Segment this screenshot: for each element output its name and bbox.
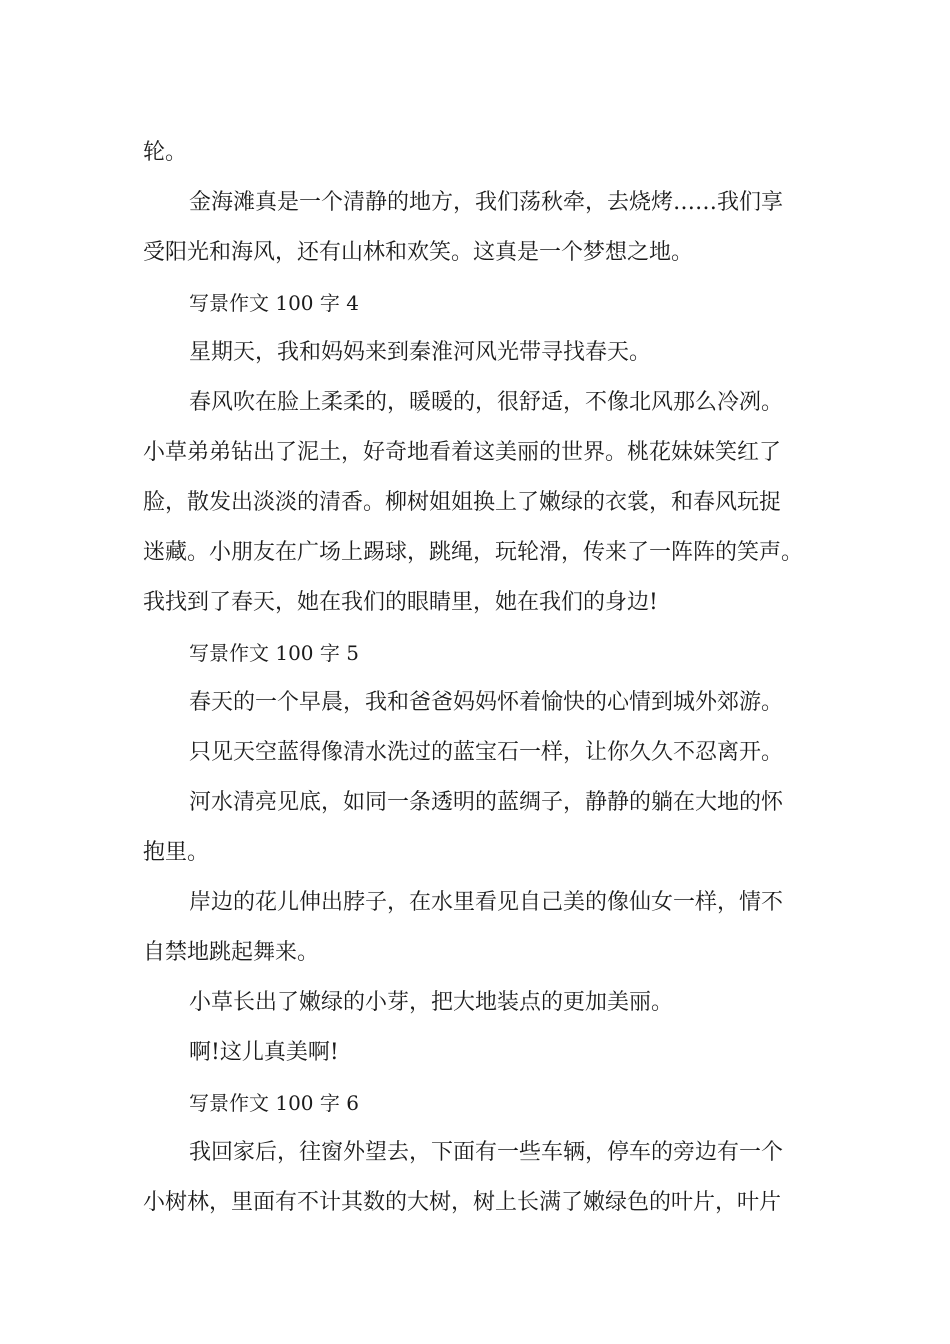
paragraph-line: 春风吹在脸上柔柔的，暖暖的，很舒适，不像北风那么冷冽。 [189, 390, 784, 415]
section-heading: 写景作文 100 字 5 [189, 641, 359, 665]
paragraph-line: 小树林，里面有不计其数的大树，树上长满了嫩绿色的叶片，叶片 [143, 1190, 782, 1215]
paragraph-line: 小草长出了嫩绿的小芽，把大地装点的更加美丽。 [189, 990, 674, 1015]
section-heading: 写景作文 100 字 6 [189, 1091, 359, 1115]
paragraph-line: 星期天，我和妈妈来到秦淮河风光带寻找春天。 [189, 340, 652, 365]
paragraph-line: 小草弟弟钻出了泥土，好奇地看着这美丽的世界。桃花妹妹笑红了 [143, 440, 782, 465]
paragraph-line: 自禁地跳起舞来。 [143, 940, 320, 965]
paragraph-line: 迷藏。小朋友在广场上踢球，跳绳，玩轮滑，传来了一阵阵的笑声。 [143, 540, 804, 565]
paragraph-line: 我回家后，往窗外望去，下面有一些车辆，停车的旁边有一个 [189, 1140, 784, 1165]
section-heading: 写景作文 100 字 4 [189, 291, 359, 315]
paragraph-line: 抱里。 [143, 840, 210, 865]
paragraph-line: 脸，散发出淡淡的清香。柳树姐姐换上了嫩绿的衣裳，和春风玩捉 [143, 490, 782, 515]
paragraph-line: 受阳光和海风，还有山林和欢笑。这真是一个梦想之地。 [143, 240, 694, 265]
paragraph-line: 春天的一个早晨，我和爸爸妈妈怀着愉快的心情到城外郊游。 [189, 690, 784, 715]
paragraph-line: 河水清亮见底，如同一条透明的蓝绸子，静静的躺在大地的怀 [189, 790, 784, 815]
paragraph-line: 轮。 [143, 140, 188, 165]
document-body [143, 128, 823, 1228]
paragraph-line: 岸边的花儿伸出脖子，在水里看见自己美的像仙女一样，情不 [189, 890, 784, 915]
paragraph-line: 只见天空蓝得像清水洗过的蓝宝石一样，让你久久不忍离开。 [189, 740, 784, 765]
paragraph-line: 金海滩真是一个清静的地方，我们荡秋牵，去烧烤……我们享 [189, 190, 784, 215]
paragraph-line: 我找到了春天，她在我们的眼睛里，她在我们的身边! [143, 590, 658, 615]
paragraph-line: 啊!这儿真美啊! [189, 1040, 339, 1065]
